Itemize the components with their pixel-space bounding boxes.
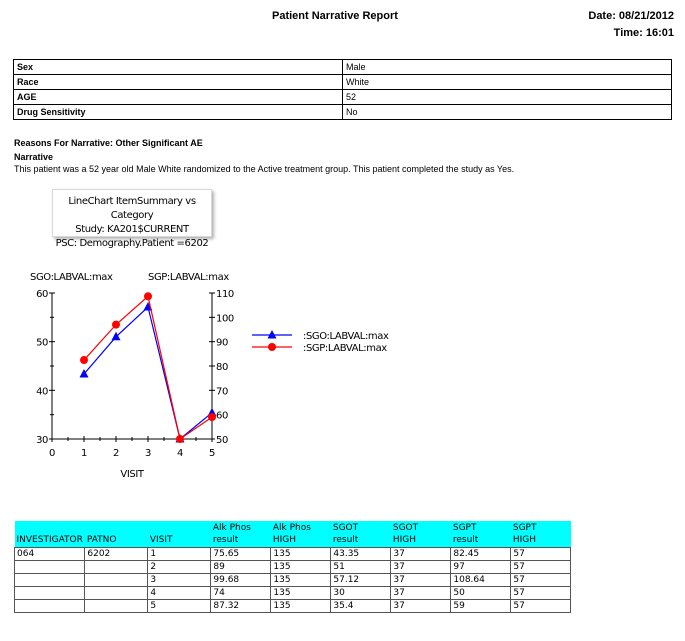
table-cell: 74 <box>211 587 271 600</box>
report-title: Patient Narrative Report <box>272 10 398 22</box>
table-row <box>15 587 571 600</box>
table-cell: 97 <box>451 561 511 574</box>
chart-info-line: LineChart ItemSummary vs Category <box>68 196 196 221</box>
right-tick-label: 70 <box>216 386 228 398</box>
table-cell: 82.45 <box>451 548 511 561</box>
table-cell <box>85 574 148 587</box>
data-point-circle <box>112 321 120 329</box>
column-header-line1 <box>87 522 146 534</box>
table-cell: 57 <box>511 574 571 587</box>
table-row <box>15 548 571 561</box>
x-tick-label: 3 <box>145 448 151 459</box>
table-cell: 75.65 <box>211 548 271 561</box>
left-tick-label: 60 <box>36 289 48 300</box>
data-point-circle <box>144 292 152 300</box>
right-tick-label: 90 <box>216 337 228 349</box>
left-tick-label: 30 <box>36 435 48 446</box>
column-header <box>391 521 451 548</box>
data-point-circle <box>176 435 184 443</box>
table-row <box>14 90 672 105</box>
demo-value: White <box>343 75 672 90</box>
column-header <box>511 521 571 548</box>
demo-label: AGE <box>14 90 343 105</box>
table-cell: 37 <box>391 574 451 587</box>
table-header-row <box>15 521 571 548</box>
narrative-heading: Narrative <box>14 152 54 162</box>
table-row <box>14 105 672 120</box>
chart-info-box <box>52 189 212 249</box>
x-tick-label: 4 <box>177 448 183 459</box>
table-cell: 108.64 <box>451 574 511 587</box>
table-cell <box>85 587 148 600</box>
table-cell <box>85 561 148 574</box>
data-point-circle <box>208 413 216 421</box>
table-cell <box>15 587 85 600</box>
left-tick-label: 50 <box>36 337 48 349</box>
table-cell: 99.68 <box>211 574 271 587</box>
column-header <box>271 521 331 548</box>
column-header-line2: VISIT <box>149 535 173 545</box>
x-axis-label: VISIT <box>120 469 144 480</box>
table-cell: 57 <box>511 587 571 600</box>
series-line <box>84 296 212 439</box>
column-header <box>451 521 511 548</box>
right-tick-label: 100 <box>216 313 234 325</box>
narrative-text: This patient was a 52 year old Male White randomized to the Active treatment group. This patient completed the study as Yes. <box>14 164 515 174</box>
column-header <box>15 521 85 548</box>
demo-value: No <box>343 105 672 120</box>
table-cell: 4 <box>148 587 211 600</box>
column-header-line2: result <box>212 535 239 545</box>
table-cell: 064 <box>15 548 85 561</box>
table-cell: 57 <box>511 561 571 574</box>
table-cell: 3 <box>148 574 211 587</box>
column-header-line1: SGPT <box>512 523 537 533</box>
table-cell: 6202 <box>85 548 148 561</box>
table-cell <box>15 574 85 587</box>
column-header-line1 <box>17 522 83 534</box>
column-header <box>211 521 271 548</box>
table-cell: 37 <box>391 600 451 613</box>
column-header <box>331 521 391 548</box>
table-cell: 37 <box>391 561 451 574</box>
column-header-line2: HIGH <box>272 535 297 545</box>
demo-value: Male <box>343 60 672 75</box>
table-cell: 57 <box>511 548 571 561</box>
column-header <box>85 521 148 548</box>
series-line <box>84 307 212 439</box>
legend-label: :SGO:LABVAL:max <box>303 331 389 342</box>
table-cell: 135 <box>271 600 331 613</box>
table-cell: 50 <box>451 587 511 600</box>
table-cell: 135 <box>271 587 331 600</box>
table-cell <box>15 561 85 574</box>
demo-label: Race <box>14 75 343 90</box>
table-cell: 89 <box>211 561 271 574</box>
reasons-heading: Reasons For Narrative: Other Significant AE <box>14 138 203 148</box>
table-cell: 59 <box>451 600 511 613</box>
demo-label: Drug Sensitivity <box>14 105 343 120</box>
column-header-line1: Alk Phos <box>272 523 311 533</box>
report-time: Time: 16:01 <box>613 27 674 39</box>
data-point-circle <box>80 356 88 364</box>
x-tick-label: 0 <box>49 448 55 459</box>
column-header-line2: HIGH <box>512 535 537 545</box>
table-cell: 43.35 <box>331 548 391 561</box>
column-header-line2: result <box>332 535 359 545</box>
left-axis-label: SGO:LABVAL:max <box>30 272 113 283</box>
column-header-line2: PATNO <box>86 535 117 545</box>
lab-results-table <box>14 521 571 613</box>
table-cell: 51 <box>331 561 391 574</box>
column-header-line1 <box>150 522 209 534</box>
chart-info-line: PSC: Demography.Patient =6202 <box>55 238 209 249</box>
column-header-line1: Alk Phos <box>212 523 251 533</box>
right-tick-label: 80 <box>216 362 228 373</box>
column-header-line1: SGOT <box>392 523 419 533</box>
table-cell: 30 <box>331 587 391 600</box>
x-tick-label: 1 <box>81 448 87 459</box>
table-row <box>15 600 571 613</box>
column-header-line2: result <box>452 535 479 545</box>
x-tick-label: 2 <box>113 448 119 459</box>
table-cell: 135 <box>271 548 331 561</box>
report-date: Date: 08/21/2012 <box>588 10 674 22</box>
table-cell: 37 <box>391 548 451 561</box>
table-cell: 37 <box>391 587 451 600</box>
table-cell <box>15 600 85 613</box>
table-row <box>15 561 571 574</box>
right-axis-label: SGP:LABVAL:max <box>148 272 229 283</box>
legend-marker-circle <box>268 343 276 351</box>
table-row <box>15 574 571 587</box>
table-cell: 35.4 <box>331 600 391 613</box>
table-cell: 135 <box>271 561 331 574</box>
chart-info-line: Study: KA201$CURRENT <box>75 224 189 235</box>
x-tick-label: 5 <box>209 448 215 459</box>
legend-marker-triangle <box>268 330 277 339</box>
column-header-line2: HIGH <box>392 535 417 545</box>
table-cell: 87.32 <box>211 600 271 613</box>
demo-value: 52 <box>343 90 672 105</box>
table-row <box>14 60 672 75</box>
column-header-line1: SGOT <box>332 523 359 533</box>
table-cell: 57 <box>511 600 571 613</box>
demographics-table <box>13 59 672 120</box>
table-cell: 57.12 <box>331 574 391 587</box>
legend-label: :SGP:LABVAL:max <box>303 343 387 354</box>
table-cell: 2 <box>148 561 211 574</box>
table-cell <box>85 600 148 613</box>
right-tick-label: 50 <box>216 435 228 446</box>
left-tick-label: 40 <box>36 386 48 398</box>
table-row <box>14 75 672 90</box>
demo-label: Sex <box>14 60 343 75</box>
column-header-line1: SGPT <box>452 523 477 533</box>
right-tick-label: 110 <box>216 289 234 300</box>
column-header <box>148 521 211 548</box>
line-chart <box>0 260 420 485</box>
table-cell: 1 <box>148 548 211 561</box>
table-cell: 5 <box>148 600 211 613</box>
right-tick-label: 60 <box>216 410 228 422</box>
table-cell: 135 <box>271 574 331 587</box>
column-header-line2: INVESTIGATOR <box>16 535 83 545</box>
